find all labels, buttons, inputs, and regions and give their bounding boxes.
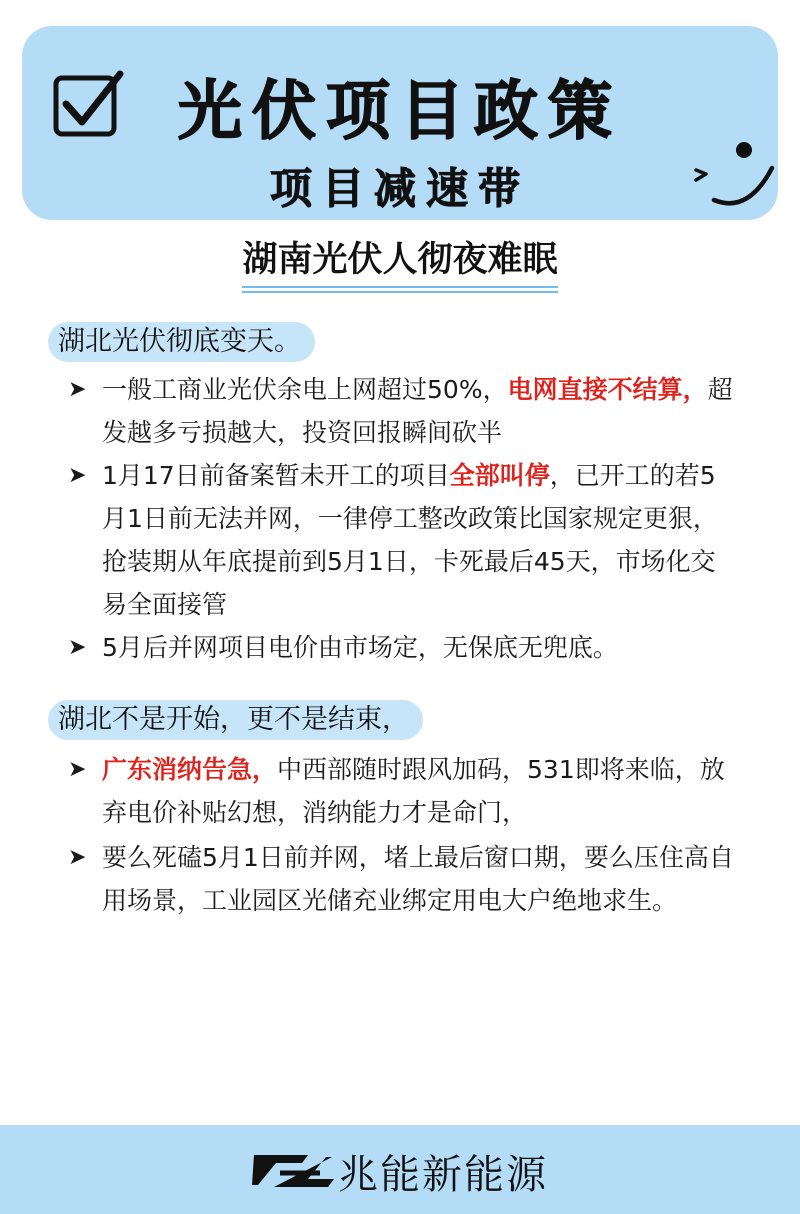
page-subtitle: 项目减速带 [269, 164, 530, 213]
arrow-bullet-icon: ➤ [68, 377, 87, 402]
wink-smiley-icon [688, 134, 780, 220]
list-item [68, 836, 738, 922]
list-item-text: 1月17日前备案暂未开工的项目全部叫停，已开工的若5月1日前无法并网，一律停工整改政策比国家规定更狠，抢装期从年底提前到5月1日，卡死最后45天，市场化交易全面接管 [102, 461, 718, 619]
list-item-text: 广东消纳告急，中西部随时跟风加码，531即将来临，放弃电价补贴幻想，消纳能力才是命门， [102, 755, 725, 827]
list-item [68, 626, 738, 669]
brand-logo-icon [250, 1149, 334, 1193]
list-item-text: 一般工商业光伏余电上网超过50%，电网直接不结算，超发越多亏损越大，投资回报瞬间砍半 [102, 375, 733, 447]
list-item-text: 要么死磕5月1日前并网，堵上最后窗口期，要么压住高自用场景，工业园区光储充业绑定用电大户绝地求生。 [102, 843, 734, 915]
list-item-text: 5月后并网项目电价由市场定，无保底无兜底。 [102, 633, 618, 662]
arrow-bullet-icon: ➤ [68, 635, 87, 660]
section-label-not-the-end: 湖北不是开始，更不是结束， [48, 700, 423, 740]
section-label-hubei-change: 湖北光伏彻底变天。 [48, 322, 315, 362]
arrow-bullet-icon: ➤ [68, 463, 87, 488]
list-item [68, 368, 738, 454]
list-item [68, 454, 738, 626]
headline [0, 232, 800, 293]
arrow-bullet-icon: ➤ [68, 757, 87, 782]
brand-name: 兆能新能源 [338, 1152, 548, 1198]
page-title: 光伏项目政策 [178, 75, 622, 149]
footer-bar [0, 1125, 800, 1214]
headline-text: 湖南光伏人彻夜难眠 [242, 232, 557, 293]
list-item [68, 748, 738, 834]
header-card [22, 26, 778, 220]
arrow-bullet-icon: ➤ [68, 845, 87, 870]
